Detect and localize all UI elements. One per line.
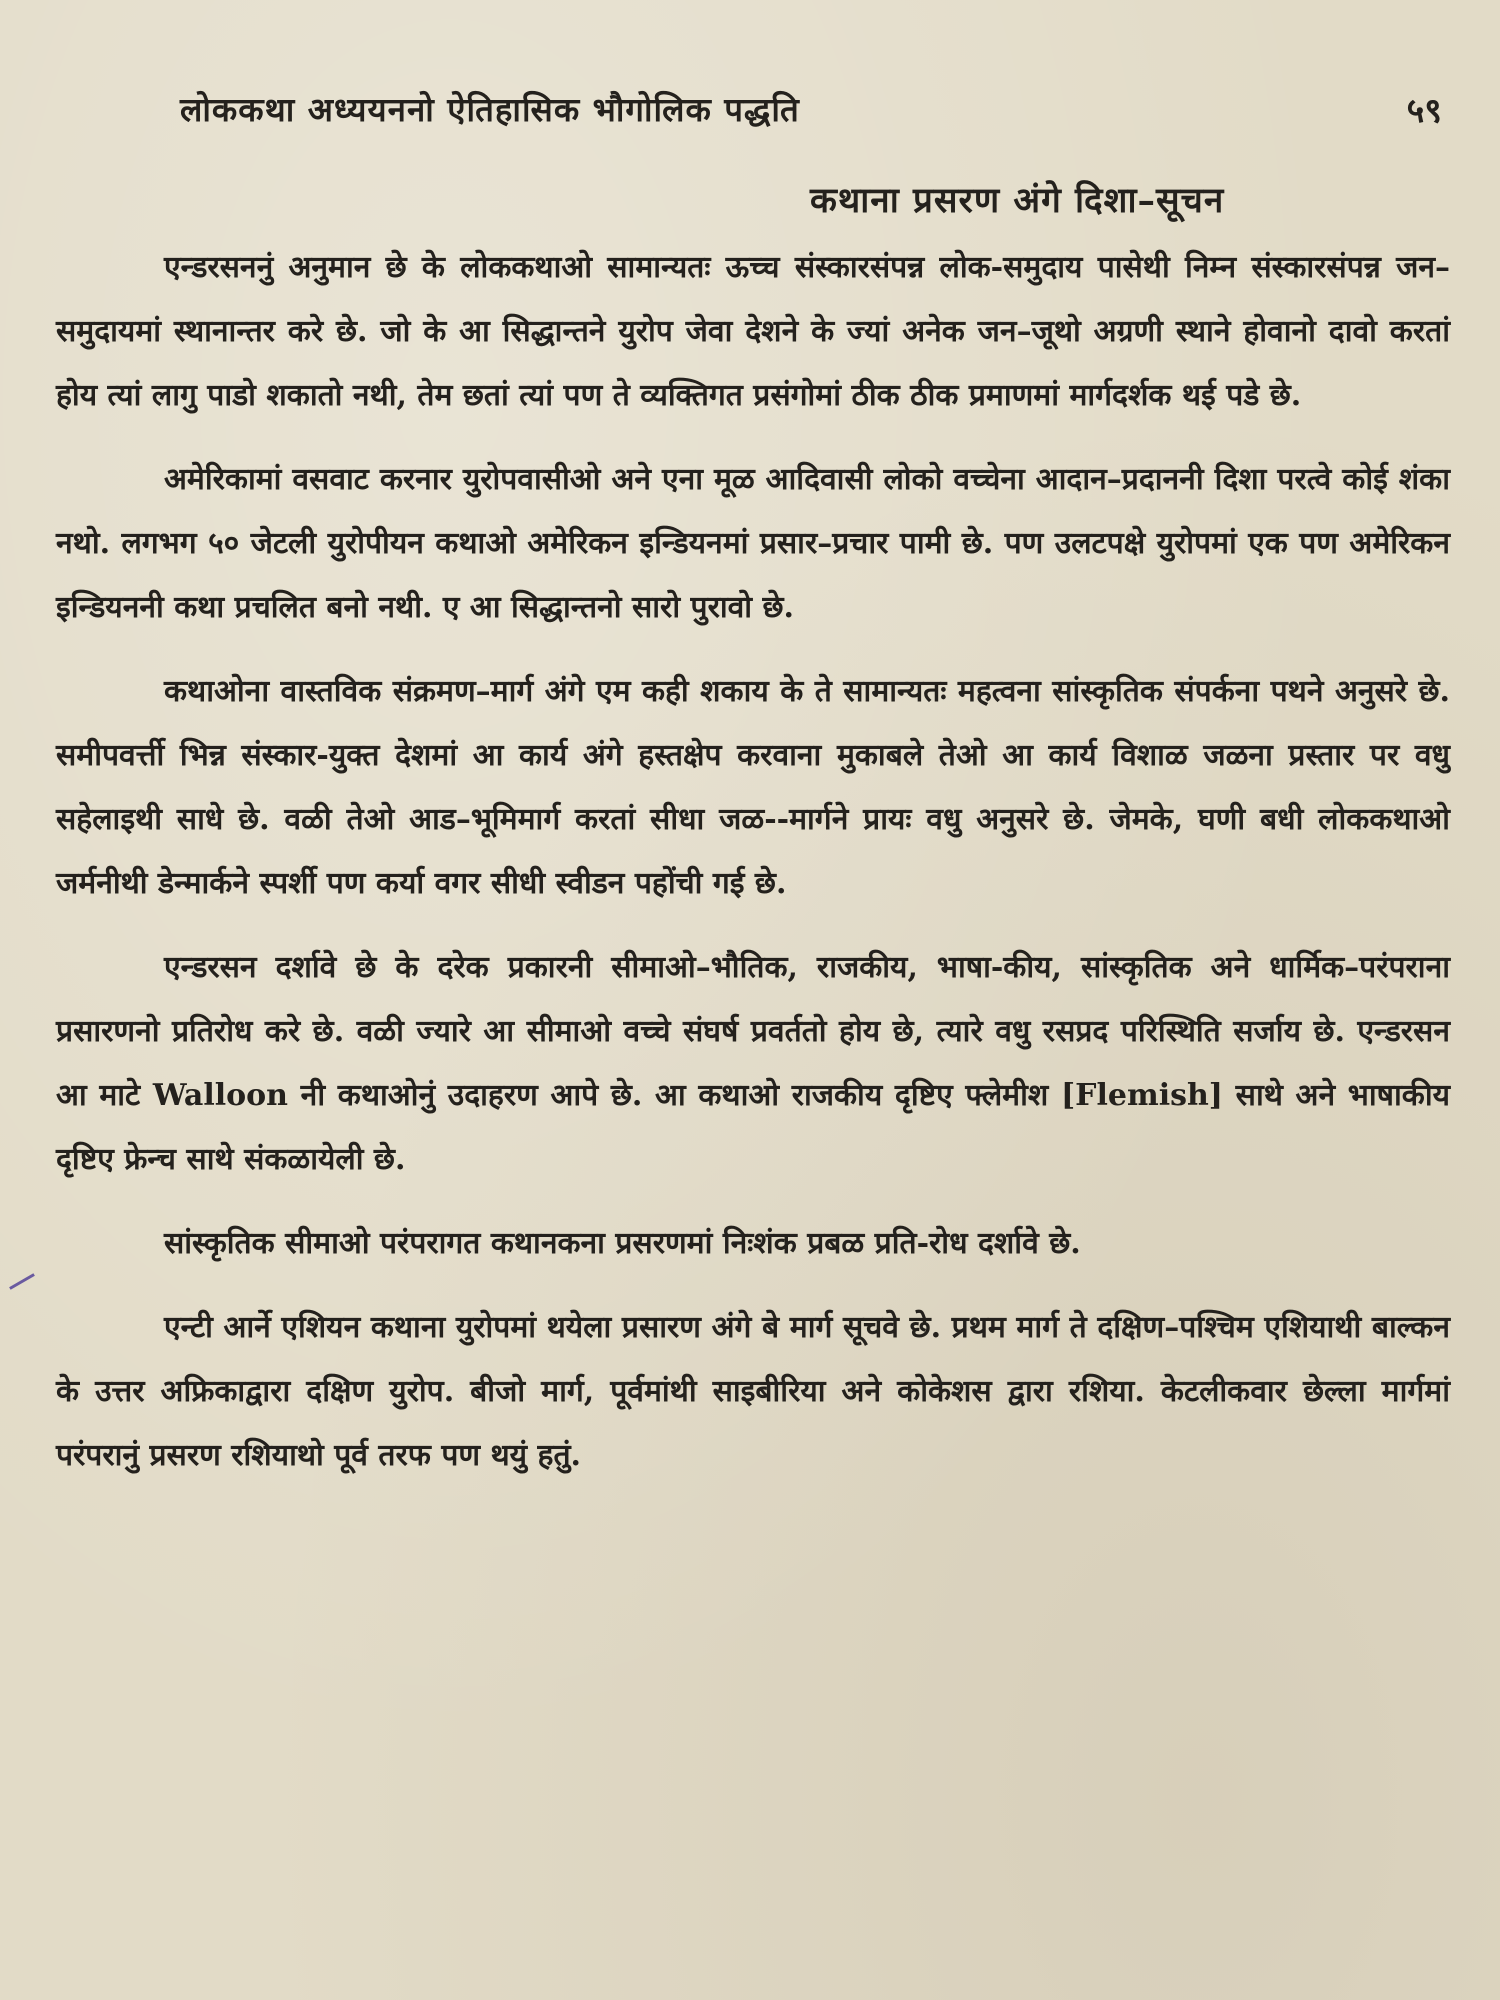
paragraph: एन्डरसननुं अनुमान छे के लोककथाओ सामान्यतः ऊच्च संस्कारसंपन्न लोक-समुदाय पासेथी निम्न संस्कारसंपन्न जन–समुदायमां स्थानान्तर करे छे. जो के आ सिद्धान्तने युरोप जेवा देशने के ज्यां अनेक जन–जूथो अग्रणी स्थाने होवानो दावो करतां होय त्यां लागु पाडो शकातो नथी, तेम छतां त्यां पण ते व्यक्तिगत प्रसंगोमां ठीक ठीक प्रमाणमां मार्गदर्शक थई पडे छे.	[56, 250, 1450, 413]
paragraph: कथाओना वास्तविक संक्रमण–मार्ग अंगे एम कही शकाय के ते सामान्यतः महत्वना सांस्कृतिक संपर्कना पथने अनुसरे छे. समीपवर्त्ती भिन्न संस्कार-युक्त देशमां आ कार्य अंगे हस्तक्षेप करवाना मुकाबले तेओ आ कार्य विशाळ जळना प्रस्तार पर वधु सहेलाइथी साधे छे. वळी तेओ आड–भूमिमार्ग करतां सीधा जळ--मार्गने प्रायः वधु अनुसरे छे. जेमके, घणी बधी लोककथाओ जर्मनीथी डेन्मार्कने स्पर्शी पण कर्या वगर सीधी स्वीडन पहोंची गई छे.	[56, 674, 1450, 901]
body-text	[56, 236, 1450, 1508]
paragraph: एन्डरसन दर्शावे छे के दरेक प्रकारनी सीमाओ–भौतिक, राजकीय, भाषा-कीय, सांस्कृतिक अने धार्मिक–परंपराना प्रसारणनो प्रतिरोध करे छे. वळी ज्यारे आ सीमाओ वच्चे संघर्ष प्रवर्ततो होय छे, त्यारे वधु रसप्रद परिस्थिति सर्जाय छे. एन्डरसन आ माटे Walloon नी कथाओनुं उदाहरण आपे छे. आ कथाओ राजकीय दृष्टिए फ्लेमीश [Flemish] साथे अने भाषाकीय दृष्टिए फ्रेन्च साथे संकळायेली छे.	[56, 950, 1450, 1177]
paragraph: सांस्कृतिक सीमाओ परंपरागत कथानकना प्रसरणमां निःशंक प्रबळ प्रति-रोध दर्शावे छे.	[164, 1226, 1081, 1261]
page-number: ५९	[1406, 91, 1442, 131]
paragraph: एन्टी आर्ने एशियन कथाना युरोपमां थयेला प्रसारण अंगे बे मार्ग सूचवे छे. प्रथम मार्ग ते दक्षिण–पश्चिम एशियाथी बाल्कन के उत्तर अफ्रिकाद्वारा दक्षिण युरोप. बीजो मार्ग, पूर्वमांथी साइबीरिया अने कोकेशस द्वारा रशिया. केटलीकवार छेल्ला मार्गमां परंपरानुं प्रसरण रशियाथो पूर्व तरफ पण थयुं हतुं.	[56, 1310, 1450, 1473]
running-title: लोककथा अध्ययननो ऐतिहासिक भौगोलिक पद्धति	[180, 90, 800, 129]
paragraph: अमेरिकामां वसवाट करनार युरोपवासीओ अने एना मूळ आदिवासी लोको वच्चेना आदान–प्रदाननी दिशा परत्वे कोई शंका नथो. लगभग ५० जेटली युरोपीयन कथाओ अमेरिकन इन्डियनमां प्रसार–प्रचार पामी छे. पण उलटपक्षे युरोपमां एक पण अमेरिकन इन्डियननी कथा प्रचलित बनो नथी. ए आ सिद्धान्तनो सारो पुरावो छे.	[56, 462, 1450, 625]
section-heading: कथाना प्रसरण अंगे दिशा–सूचन	[810, 180, 1225, 221]
pen-mark	[9, 1273, 35, 1290]
